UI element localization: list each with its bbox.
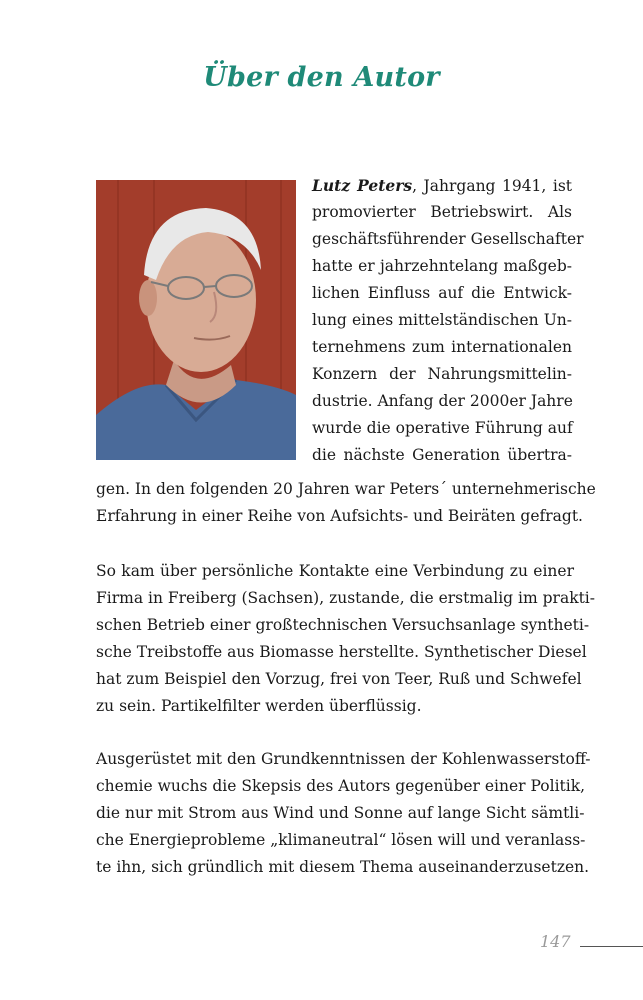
paragraph-1-line: Lutz Peters, Jahrgang 1941, ist	[312, 176, 572, 195]
page-number-rule	[580, 946, 643, 947]
paragraph-2-line: hat zum Beispiel den Vorzug, frei von Teer, Ruß und Schwefel	[96, 670, 582, 688]
paragraph-1-line: dustrie. Anfang der 2000er Jahre	[312, 392, 573, 410]
paragraph-1-line: Erfahrung in einer Reihe von Aufsichts- und Beiräten gefragt.	[96, 507, 583, 525]
paragraph-1-line: die nächste Generation übertra-	[312, 446, 572, 464]
paragraph-1-line: lung eines mittelständischen Un-	[312, 311, 572, 329]
page-number: 147	[540, 932, 571, 951]
paragraph-1-line: geschäftsführender Gesellschafter	[312, 230, 584, 248]
paragraph-1-line: Konzern der Nahrungsmittelin-	[312, 365, 572, 383]
page-title: Über den Autor	[203, 62, 440, 93]
paragraph-1-line: hatte er jahrzehntelang maßgeb-	[312, 257, 572, 275]
paragraph-2-line: zu sein. Partikelfilter werden überflüssig.	[96, 697, 422, 715]
paragraph-3-line: chemie wuchs die Skepsis des Autors gegenüber einer Politik,	[96, 777, 586, 795]
paragraph-2-line: schen Betrieb einer großtechnischen Versuchsanlage syntheti-	[96, 616, 590, 634]
paragraph-1-line: gen. In den folgenden 20 Jahren war Peters´ unternehmerische	[96, 480, 596, 498]
author-photo	[96, 180, 296, 460]
paragraph-1-line: ternehmens zum internationalen	[312, 338, 572, 356]
paragraph-2-line: sche Treibstoffe aus Biomasse herstellte. Synthetischer Diesel	[96, 643, 587, 661]
author-name: Lutz Peters	[312, 176, 413, 195]
paragraph-3-line: Ausgerüstet mit den Grundkenntnissen der Kohlenwasserstoff-	[96, 750, 591, 768]
paragraph-3-line: te ihn, sich gründlich mit diesem Thema auseinanderzusetzen.	[96, 858, 590, 876]
paragraph-3-line: che Energieprobleme „klimaneutral“ lösen will und veranlass-	[96, 831, 586, 849]
paragraph-2-line: So kam über persönliche Kontakte eine Verbindung zu einer	[96, 562, 574, 580]
paragraph-3-line: die nur mit Strom aus Wind und Sonne auf lange Sicht sämtli-	[96, 804, 585, 822]
paragraph-1-line: wurde die operative Führung auf	[312, 419, 573, 437]
paragraph-1-line: promovierter Betriebswirt. Als	[312, 203, 572, 221]
paragraph-1-line: lichen Einfluss auf die Entwick-	[312, 284, 572, 302]
paragraph-2-line: Firma in Freiberg (Sachsen), zustande, die erstmalig im prakti-	[96, 589, 596, 607]
